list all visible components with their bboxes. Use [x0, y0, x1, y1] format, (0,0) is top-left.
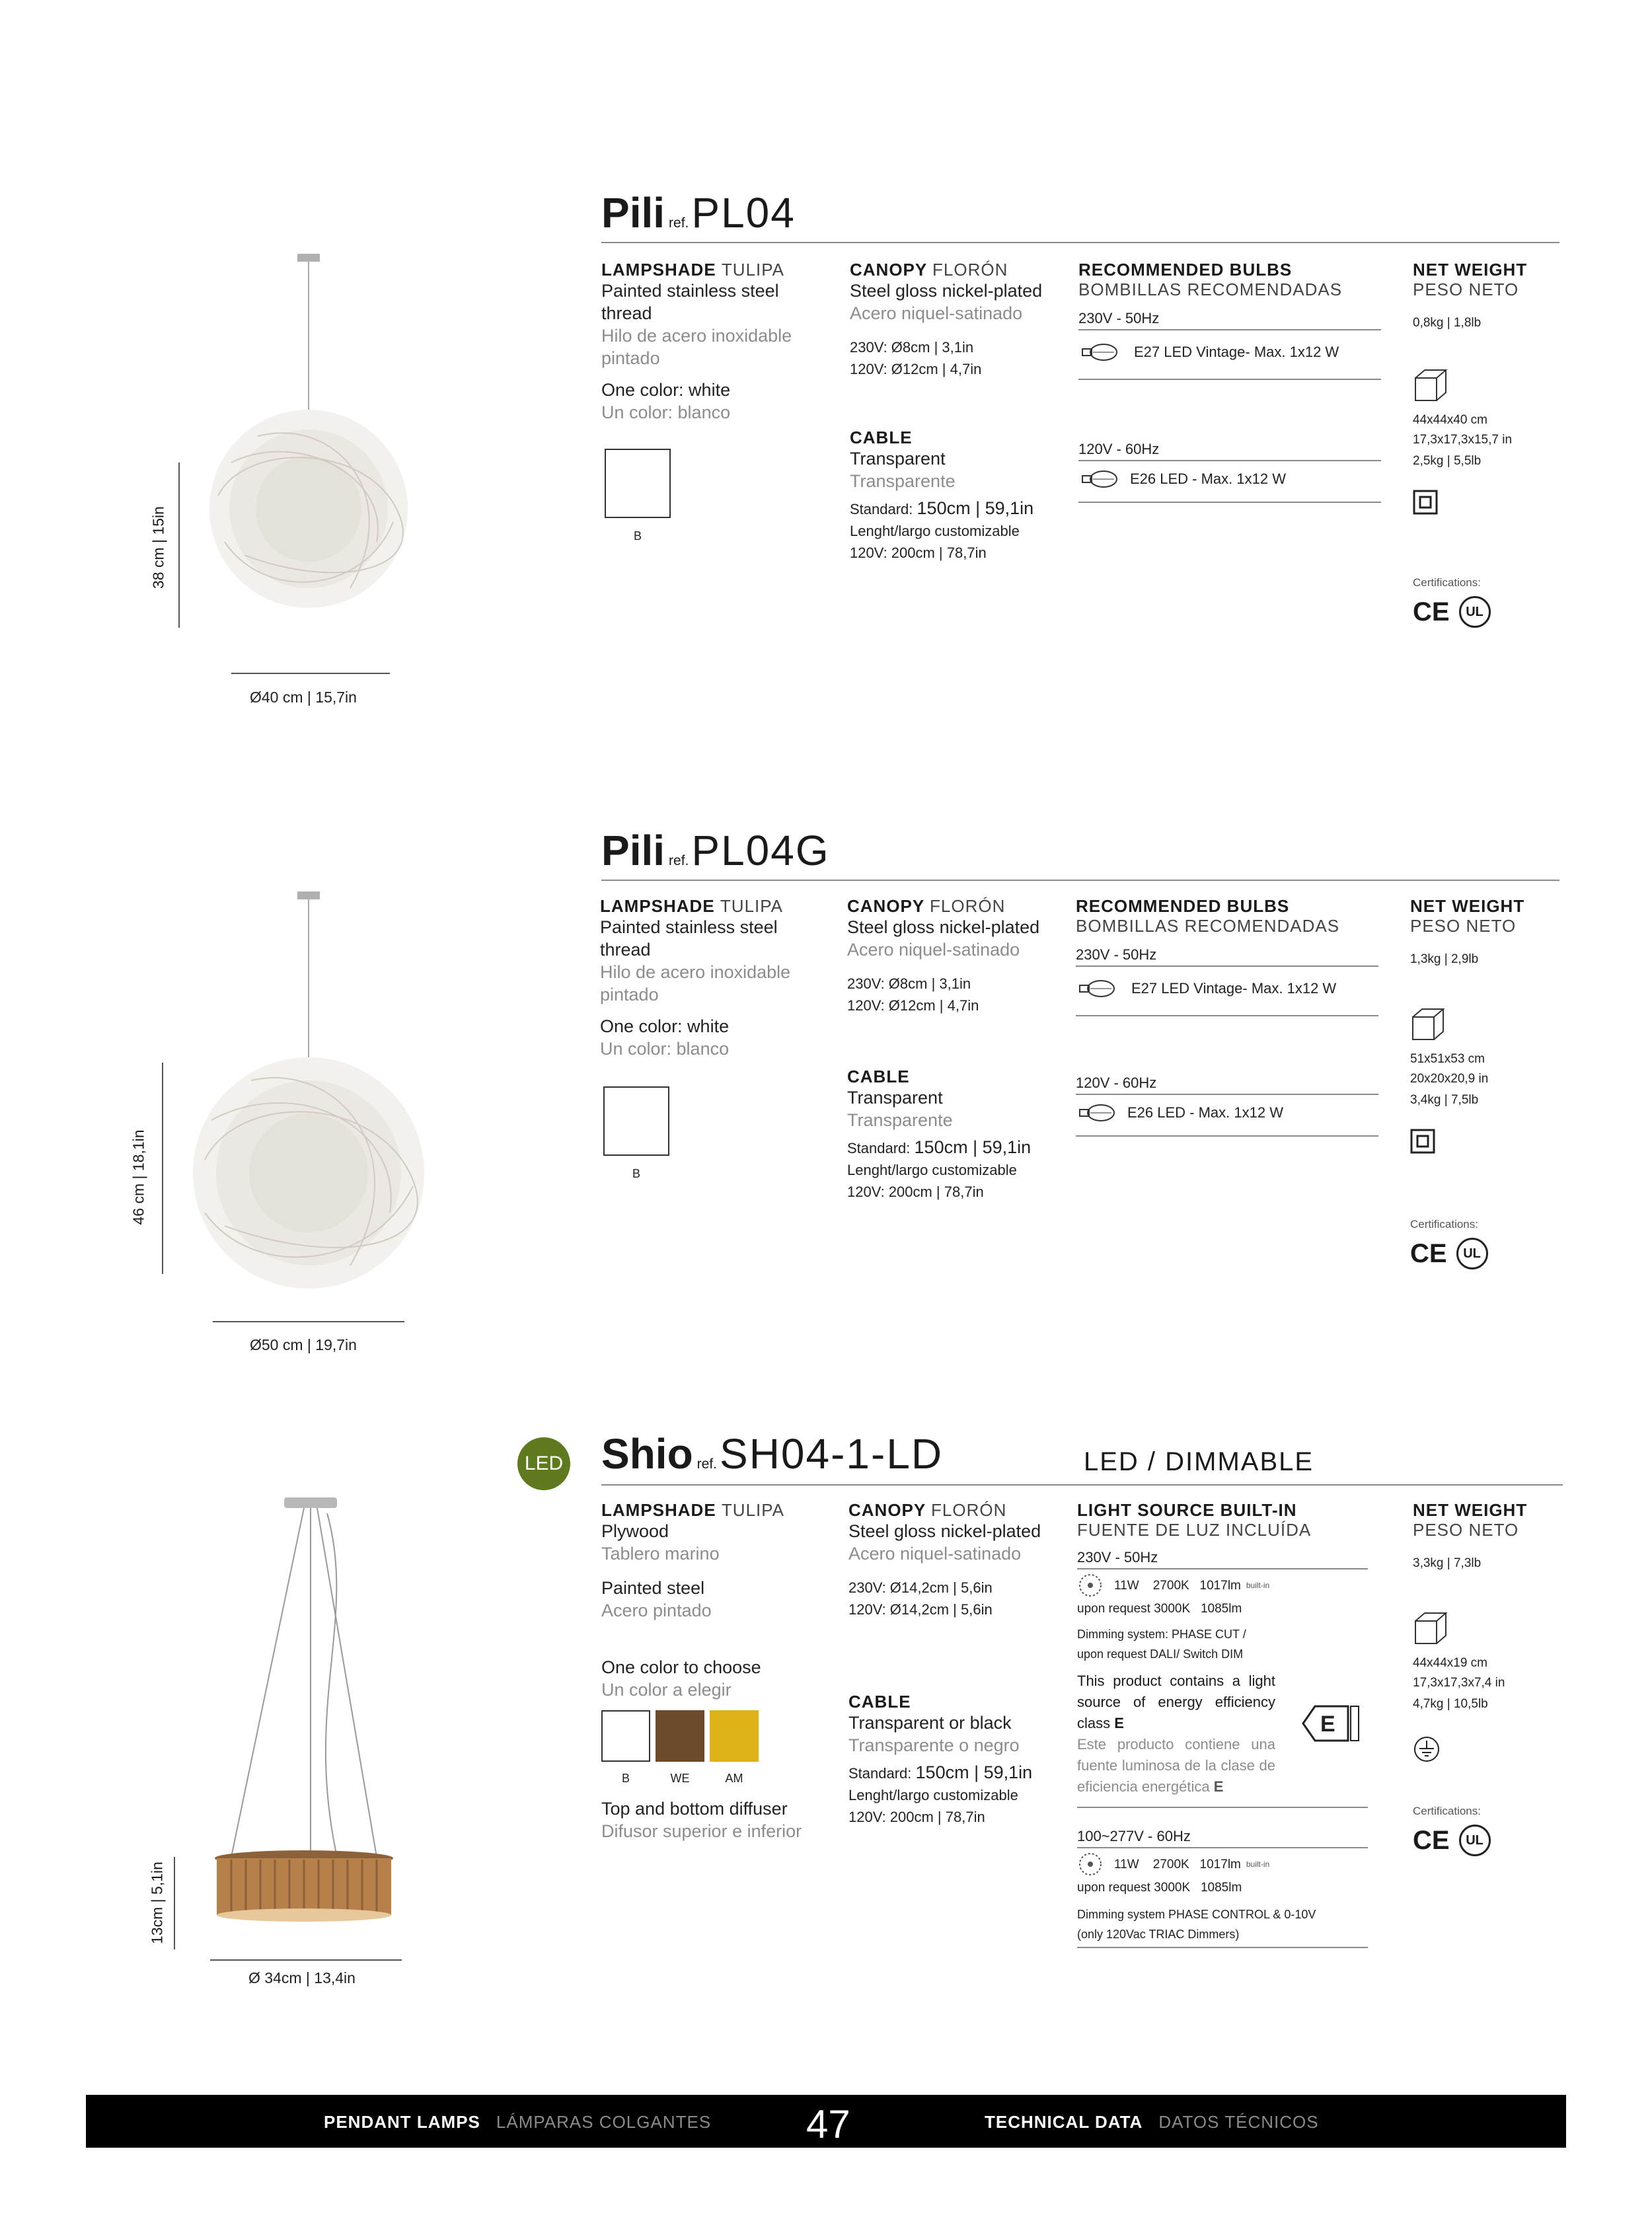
cable-standard-value: 150cm | 59,1in — [915, 1762, 1033, 1782]
certifications-label: Certifications: — [1413, 576, 1481, 589]
canopy-heading: CANOPY — [847, 896, 924, 916]
cable-standard-value: 150cm | 59,1in — [914, 1137, 1032, 1157]
gross-weight: 2,5kg | 5,5lb — [1413, 454, 1482, 468]
product-title — [601, 829, 830, 872]
height-dimension-line — [174, 1857, 175, 1949]
ul-listed-icon: UL — [1459, 596, 1491, 628]
canopy-spec-230: 230V: Ø14,2cm | 5,6in — [848, 1579, 993, 1596]
voltage-120: 120V - 60Hz — [1076, 1075, 1157, 1091]
canopy-spec-120: 120V: Ø12cm | 4,7in — [847, 997, 979, 1014]
ce-mark-icon: CE — [1413, 597, 1450, 626]
weight-section — [1410, 896, 1556, 1269]
canopy-spec-120: 120V: Ø12cm | 4,7in — [850, 361, 982, 377]
cable-heading: CABLE — [850, 428, 913, 447]
footer-section-left: PENDANT LAMPS LÁMPARAS COLGANTES — [324, 2112, 712, 2132]
voltage-230: 230V - 50Hz — [1077, 1549, 1158, 1566]
canopy-desc: Steel gloss nickel-plated — [847, 917, 1040, 937]
light-source-section: LIGHT SOURCE BUILT-IN FUENTE DE LUZ INCLUÍDA 230V - 50Hz 11W 2700K 1017lm built-in upon request 3000K 1085lm Dimming system: PHASE CUT / upon request DALI/ Switch DIM This product contains a light source of energy efficiency class E Este producto contiene una fuente luminosa de la clase de eficiencia energética E E 100~277V - 60Hz 11W 2700K 1017lm built-in upon request 3000K 1085lm Dimming system PHASE CONTROL & 0-10V (only 120Vac TRIAC Dimmers) — [1077, 1500, 1368, 1948]
lampshade-desc-es: Hilo de acero inoxidable pintado — [600, 962, 791, 1004]
bulb-230-desc: E27 LED Vintage- Max. 1x12 W — [1131, 980, 1337, 997]
height-dimension-label: 38 cm | 15in — [149, 506, 167, 589]
lampshade-heading: LAMPSHADE — [601, 1500, 716, 1520]
product-code: PL04 — [691, 189, 796, 237]
svg-text:E: E — [1320, 1712, 1335, 1737]
weight-heading: NET WEIGHT — [1410, 896, 1525, 916]
lampshade-heading-es: TULIPA — [720, 896, 784, 916]
cable-length: Lenght/largo customizable — [848, 1787, 1018, 1803]
color-swatch-b: B — [601, 449, 674, 543]
footer-section-left-es: LÁMPARAS COLGANTES — [496, 2112, 712, 2132]
request-120: upon request 3000K 1085lm — [1077, 1881, 1242, 1895]
page-number: 47 — [806, 2102, 850, 2146]
lampshade-color-es: Un color: blanco — [601, 402, 731, 422]
lampshade-heading: LAMPSHADE — [601, 260, 716, 280]
light-source-heading: LIGHT SOURCE BUILT-IN — [1077, 1500, 1297, 1520]
builtin-label: built-in — [1246, 1580, 1270, 1590]
voltage-230: 230V - 50Hz — [1078, 310, 1160, 326]
box-dimensions-cm: 44x44x40 cm — [1413, 413, 1488, 427]
color-choice-es: Un color a elegir — [601, 1680, 732, 1700]
ce-mark-icon: CE — [1410, 1238, 1447, 1268]
color-swatch-b: B — [600, 1086, 673, 1181]
cable-desc-es: Transparente o negro — [848, 1735, 1020, 1755]
net-weight: 1,3kg | 2,9lb — [1410, 952, 1479, 966]
ul-listed-icon: UL — [1456, 1238, 1488, 1269]
weight-heading-es: PESO NETO — [1413, 1520, 1519, 1540]
material-1-es: Tablero marino — [601, 1544, 720, 1564]
certifications-label: Certifications: — [1413, 1805, 1481, 1817]
width-dimension-line — [210, 1959, 402, 1961]
canopy-section — [850, 260, 1068, 564]
cable-heading: CABLE — [847, 1067, 910, 1086]
led-chip-icon — [1077, 1851, 1104, 1877]
gross-weight: 3,4kg | 7,5lb — [1410, 1093, 1479, 1107]
builtin-label: built-in — [1246, 1859, 1270, 1869]
box-icon — [1413, 1609, 1450, 1646]
dimming-230-a: Dimming system: PHASE CUT / — [1077, 1628, 1246, 1641]
color-swatch-b[interactable]: B — [601, 1710, 650, 1786]
cable-desc-es: Transparente — [850, 471, 956, 491]
cable-120: 120V: 200cm | 78,7in — [848, 1809, 985, 1825]
energy-text-es: Este producto contiene una fuente luminosa de la clase de eficiencia energética — [1077, 1736, 1275, 1795]
color-choice: One color to choose — [601, 1657, 761, 1677]
net-weight: 3,3kg | 7,3lb — [1413, 1556, 1482, 1570]
cable-120: 120V: 200cm | 78,7in — [847, 1184, 984, 1200]
net-weight: 0,8kg | 1,8lb — [1413, 316, 1482, 330]
footer-section-right-es: DATOS TÉCNICOS — [1158, 2112, 1319, 2132]
bulbs-section — [1078, 260, 1381, 503]
box-icon — [1410, 1005, 1447, 1042]
cable-desc: Transparent or black — [848, 1713, 1012, 1733]
bulbs-heading: RECOMMENDED BULBS — [1076, 896, 1290, 916]
lampshade-desc-es: Hilo de acero inoxidable pintado — [601, 326, 792, 368]
canopy-heading: CANOPY — [848, 1500, 926, 1520]
energy-class: E — [1114, 1715, 1124, 1731]
width-dimension-line — [231, 673, 390, 674]
weight-heading-es: PESO NETO — [1413, 280, 1519, 299]
weight-heading: NET WEIGHT — [1413, 1500, 1528, 1520]
certifications-label: Certifications: — [1410, 1218, 1478, 1230]
class-ii-icon — [1413, 490, 1438, 515]
cable-standard-label: Standard: — [847, 1140, 911, 1156]
title-rule — [601, 1484, 1563, 1486]
page-footer — [86, 2095, 1566, 2148]
lampshade-heading: LAMPSHADE — [600, 896, 715, 916]
bulbs-heading-es: BOMBILLAS RECOMENDADAS — [1076, 916, 1340, 936]
width-dimension-line — [213, 1321, 404, 1322]
lampshade-heading-es: TULIPA — [721, 1500, 785, 1520]
product-name: Pili — [601, 827, 665, 874]
lampshade-section — [601, 260, 833, 543]
gross-weight: 4,7kg | 10,5lb — [1413, 1697, 1488, 1711]
product-name: Pili — [601, 189, 665, 237]
cable-standard-label: Standard: — [848, 1765, 912, 1782]
lampshade-desc: Painted stainless steel thread — [600, 917, 778, 960]
weight-heading-es: PESO NETO — [1410, 916, 1517, 936]
energy-label-icon — [1302, 1704, 1361, 1743]
class-ii-icon — [1410, 1129, 1435, 1154]
canopy-spec-120: 120V: Ø14,2cm | 5,6in — [848, 1601, 993, 1618]
lampshade-color: One color: white — [601, 380, 731, 400]
canopy-heading-es: FLORÓN — [932, 260, 1008, 280]
voltage-230: 230V - 50Hz — [1076, 946, 1157, 963]
height-dimension-label: 46 cm | 18,1in — [130, 1129, 147, 1225]
cable-length: Lenght/largo customizable — [847, 1162, 1017, 1178]
height-dimension-line — [162, 1063, 163, 1274]
cable-heading: CABLE — [848, 1692, 911, 1712]
ce-mark-icon: CE — [1413, 1825, 1450, 1855]
bulb-icon — [1078, 469, 1119, 489]
box-dimensions-in: 20x20x20,9 in — [1410, 1072, 1489, 1086]
product-code: PL04G — [691, 827, 830, 874]
box-dimensions-in: 17,3x17,3x15,7 in — [1413, 433, 1513, 447]
canopy-desc: Steel gloss nickel-plated — [850, 281, 1043, 301]
light-source-heading-es: FUENTE DE LUZ INCLUÍDA — [1077, 1520, 1312, 1540]
canopy-heading: CANOPY — [850, 260, 927, 280]
box-dimensions-cm: 51x51x53 cm — [1410, 1052, 1485, 1066]
canopy-spec-230: 230V: Ø8cm | 3,1in — [847, 975, 971, 992]
lampshade-section — [601, 1500, 833, 1842]
diffuser-es: Difusor superior e inferior — [601, 1821, 802, 1841]
lampshade-section — [600, 896, 831, 1181]
weight-section — [1413, 260, 1558, 628]
led-badge: LED — [517, 1437, 570, 1490]
box-dimensions-in: 17,3x17,3x7,4 in — [1413, 1676, 1505, 1690]
cable-desc: Transparent — [850, 449, 946, 469]
bulb-120-desc: E26 LED - Max. 1x12 W — [1127, 1104, 1283, 1121]
canopy-heading-es: FLORÓN — [930, 896, 1006, 916]
cable-desc-es: Transparente — [847, 1110, 953, 1130]
diffuser: Top and bottom diffuser — [601, 1799, 788, 1819]
ref-prefix: ref. — [669, 215, 689, 231]
ref-prefix: ref. — [669, 853, 689, 868]
canopy-desc: Steel gloss nickel-plated — [848, 1521, 1041, 1541]
weight-section — [1413, 1500, 1558, 1856]
color-swatch-am[interactable]: AM — [710, 1710, 759, 1786]
ref-prefix: ref. — [696, 1456, 717, 1472]
pendant-lamp-illustration — [165, 245, 430, 667]
material-1: Plywood — [601, 1521, 669, 1541]
spec-230: 11W 2700K 1017lm — [1114, 1578, 1241, 1593]
led-chip-icon — [1077, 1572, 1104, 1599]
bulb-icon — [1076, 979, 1117, 999]
voltage-120: 120V - 60Hz — [1078, 441, 1160, 457]
cable-120: 120V: 200cm | 78,7in — [850, 545, 987, 561]
canopy-section — [848, 1500, 1067, 1828]
title-rule — [601, 880, 1559, 881]
canopy-desc-es: Acero niquel-satinado — [847, 940, 1020, 960]
dimming-120-b: (only 120Vac TRIAC Dimmers) — [1077, 1928, 1240, 1941]
canopy-desc-es: Acero niquel-satinado — [848, 1544, 1022, 1564]
voltage-120: 100~277V - 60Hz — [1077, 1828, 1191, 1844]
color-swatch-we[interactable]: WE — [656, 1710, 704, 1786]
box-icon — [1413, 366, 1450, 403]
footer-section-right: TECHNICAL DATA DATOS TÉCNICOS — [985, 2112, 1319, 2132]
shio-pendant-illustration — [205, 1487, 403, 1943]
cable-standard-label: Standard: — [850, 501, 913, 517]
led-dimmable-subtitle: LED / DIMMABLE — [1084, 1447, 1314, 1476]
lampshade-heading-es: TULIPA — [721, 260, 785, 280]
product-title — [601, 1430, 944, 1478]
width-dimension-label: Ø 34cm | 13,4in — [248, 1969, 356, 1986]
lampshade-color: One color: white — [600, 1016, 730, 1036]
lampshade-color-es: Un color: blanco — [600, 1039, 730, 1059]
canopy-heading-es: FLORÓN — [931, 1500, 1007, 1520]
product-name: Shio — [601, 1430, 693, 1478]
canopy-desc-es: Acero niquel-satinado — [850, 303, 1023, 323]
bulbs-heading: RECOMMENDED BULBS — [1078, 260, 1293, 280]
height-dimension-line — [178, 463, 180, 628]
lampshade-desc: Painted stainless steel thread — [601, 281, 779, 323]
material-2-es: Acero pintado — [601, 1601, 712, 1620]
width-dimension-label: Ø40 cm | 15,7in — [250, 689, 357, 706]
canopy-section — [847, 896, 1065, 1203]
bulb-230-desc: E27 LED Vintage- Max. 1x12 W — [1134, 344, 1339, 360]
dimming-120-a: Dimming system PHASE CONTROL & 0-10V — [1077, 1908, 1316, 1921]
canopy-spec-230: 230V: Ø8cm | 3,1in — [850, 339, 974, 356]
height-dimension-label: 13cm | 5,1in — [148, 1862, 166, 1944]
material-2: Painted steel — [601, 1578, 705, 1598]
pendant-lamp-illustration — [152, 882, 430, 1305]
dimming-230-b: upon request DALI/ Switch DIM — [1077, 1647, 1244, 1661]
bulb-icon — [1076, 1103, 1117, 1123]
product-code: SH04-1-LD — [720, 1430, 944, 1478]
cable-length: Lenght/largo customizable — [850, 523, 1020, 539]
ul-listed-icon: UL — [1459, 1825, 1491, 1856]
cable-desc: Transparent — [847, 1088, 943, 1108]
cable-standard-value: 150cm | 59,1in — [917, 498, 1034, 518]
ground-icon — [1413, 1735, 1441, 1763]
bulbs-heading-es: BOMBILLAS RECOMENDADAS — [1078, 280, 1343, 299]
bulb-icon — [1078, 342, 1119, 362]
width-dimension-label: Ø50 cm | 19,7in — [250, 1336, 357, 1353]
spec-120: 11W 2700K 1017lm — [1114, 1857, 1241, 1871]
box-dimensions-cm: 44x44x19 cm — [1413, 1656, 1488, 1670]
weight-heading: NET WEIGHT — [1413, 260, 1528, 280]
request-230: upon request 3000K 1085lm — [1077, 1602, 1242, 1616]
bulbs-section — [1076, 896, 1378, 1137]
title-rule — [601, 242, 1559, 243]
bulb-120-desc: E26 LED - Max. 1x12 W — [1130, 471, 1286, 487]
energy-text: This product contains a light source of energy efficiency class — [1077, 1673, 1275, 1731]
product-title — [601, 189, 796, 237]
